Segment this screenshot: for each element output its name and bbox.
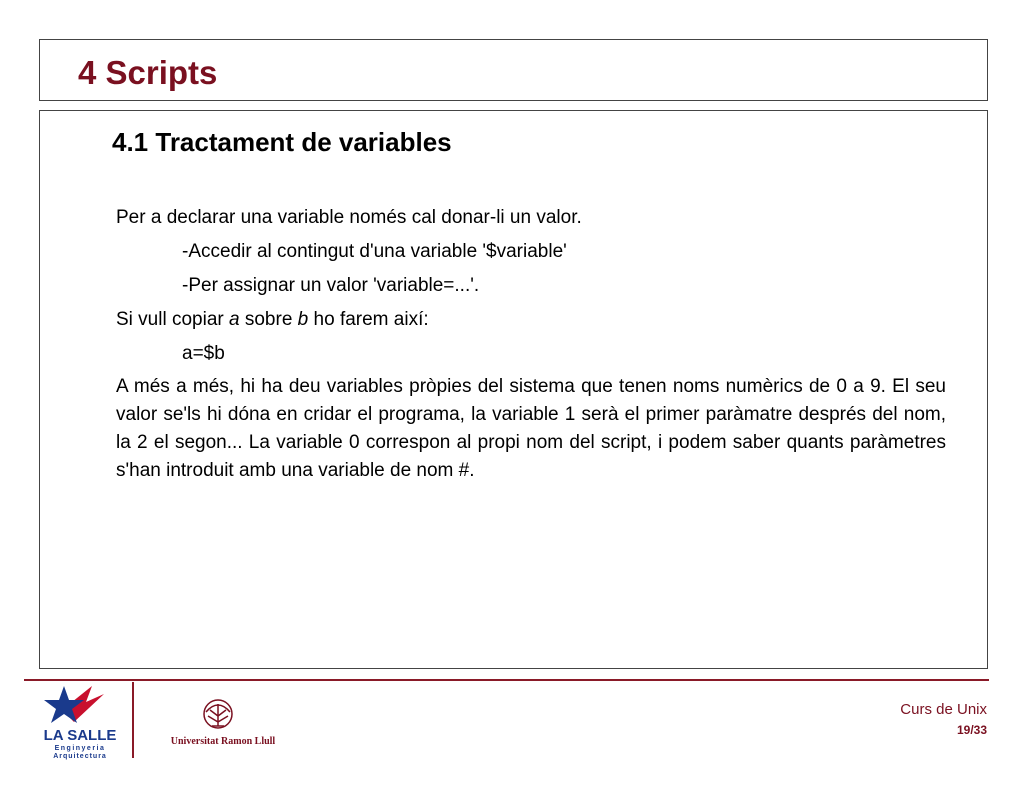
lasalle-logo-line3: Arquitectura [53,753,107,760]
slide-title: 4 Scripts [78,54,218,91]
tree-emblem-icon [148,696,298,734]
lasalle-logo-line2: Enginyeria [54,745,106,752]
page-number: 19/33 [956,723,987,737]
copy-text-post: ho farem així: [308,309,429,330]
body-line-example: a=$b [182,343,225,364]
title-frame [39,39,988,101]
body-paragraph: A més a més, hi ha deu variables pròpies del sistema que tenen noms numèrics de 0 a 9. El seu valor se'ls hi dóna en cridar el programa, la variable 1 serà el primer paràmatre després del nom, la 2 el segon... La variable 0 correspon al propi nom del script, i podem saber quants paràmetres s'han introduit amb una variable de nom #. [116,376,946,481]
body-text [116,201,946,485]
copy-text-mid: sobre [239,309,298,330]
body-line-copy [116,303,946,337]
section-title: 4.1 Tractament de variables [112,127,452,157]
footer-divider [132,682,134,758]
body-line-access: -Accedir al contingut d'una variable '$variable' [182,241,567,262]
content-frame [39,110,988,669]
footer-rule [24,679,989,681]
course-name: Curs de Unix [900,701,987,718]
lasalle-logo-name: LA SALLE [43,727,117,744]
lasalle-logo [34,682,126,762]
university-name: Universitat Ramon Llull [170,736,276,747]
university-logo [148,696,298,750]
copy-var-a: a [229,309,240,330]
copy-text-pre: Si vull copiar [116,309,229,330]
body-line-assign: -Per assignar un valor 'variable=...'. [182,275,480,296]
copy-var-b: b [297,309,309,330]
body-line-declare: Per a declarar una variable només cal donar-li un valor. [116,207,582,228]
